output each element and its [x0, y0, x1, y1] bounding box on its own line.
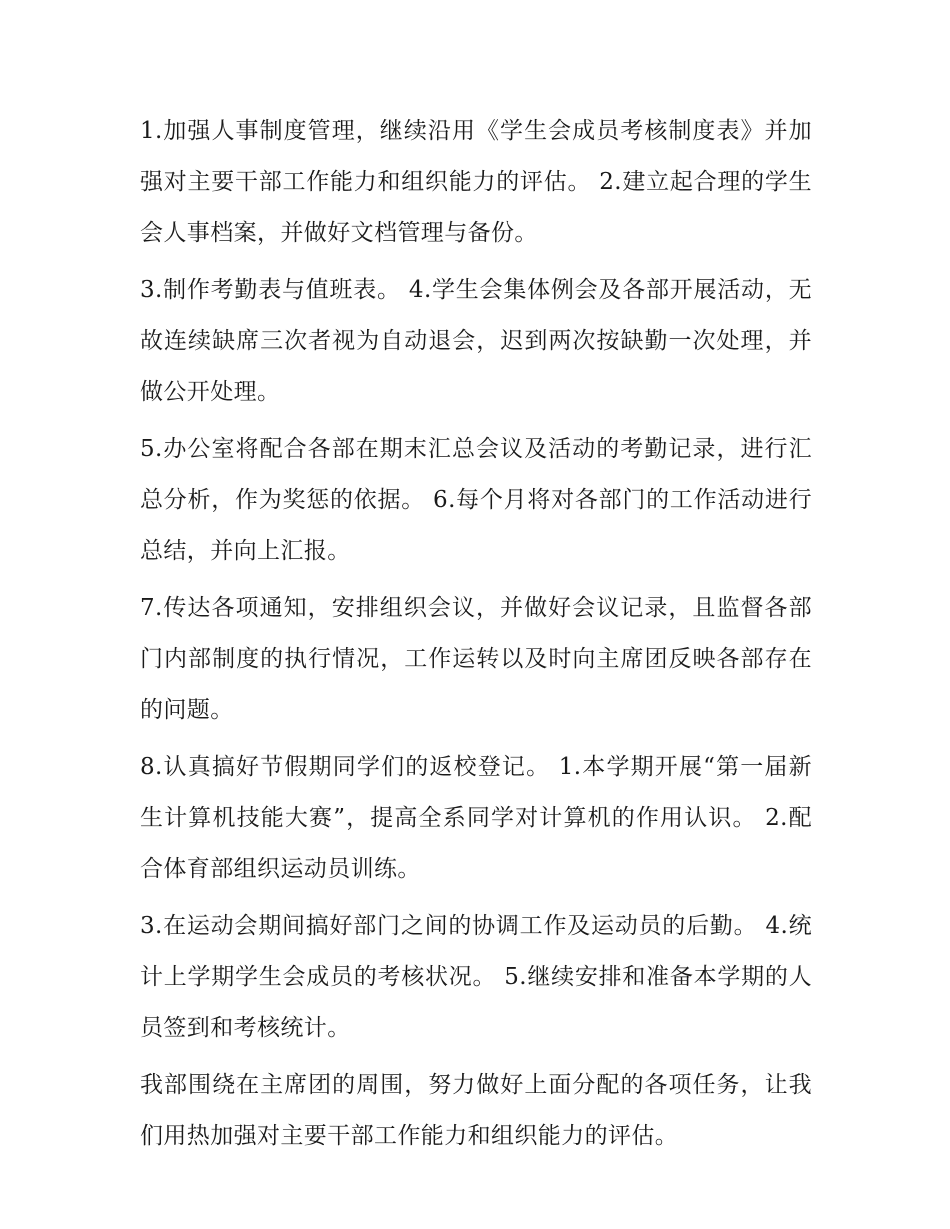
paragraph-2: 3.制作考勤表与值班表。 4.学生会集体例会及各部开展活动，无故连续缺席三次者视为自动退会，迟到两次按缺勤一次处理，并做公开处理。: [140, 277, 812, 405]
paragraph-4: 7.传达各项通知，安排组织会议，并做好会议记录，且监督各部门内部制度的执行情况，工作运转以及时向主席团反映各部存在的问题。: [140, 595, 812, 723]
document-body: [140, 106, 812, 1168]
paragraph-6: 3.在运动会期间搞好部门之间的协调工作及运动员的后勤。 4.统计上学期学生会成员的考核状况。 5.继续安排和准备本学期的人员签到和考核统计。: [140, 913, 812, 1041]
paragraph-3: 5.办公室将配合各部在期末汇总会议及活动的考勤记录，进行汇总分析，作为奖惩的依据。 6.每个月将对各部门的工作活动进行总结，并向上汇报。: [140, 436, 812, 564]
paragraph-5: 8.认真搞好节假期同学们的返校登记。 1.本学期开展“第一届新生计算机技能大赛”，提高全系同学对计算机的作用认识。 2.配合体育部组织运动员训练。: [140, 754, 812, 882]
paragraph-7: 我部围绕在主席团的周围，努力做好上面分配的各项任务，让我们用热加强对主要干部工作能力和组织能力的评估。: [140, 1072, 812, 1149]
paragraph-1: 1.加强人事制度管理，继续沿用《学生会成员考核制度表》并加强对主要干部工作能力和组织能力的评估。 2.建立起合理的学生会人事档案，并做好文档管理与备份。: [140, 118, 812, 246]
